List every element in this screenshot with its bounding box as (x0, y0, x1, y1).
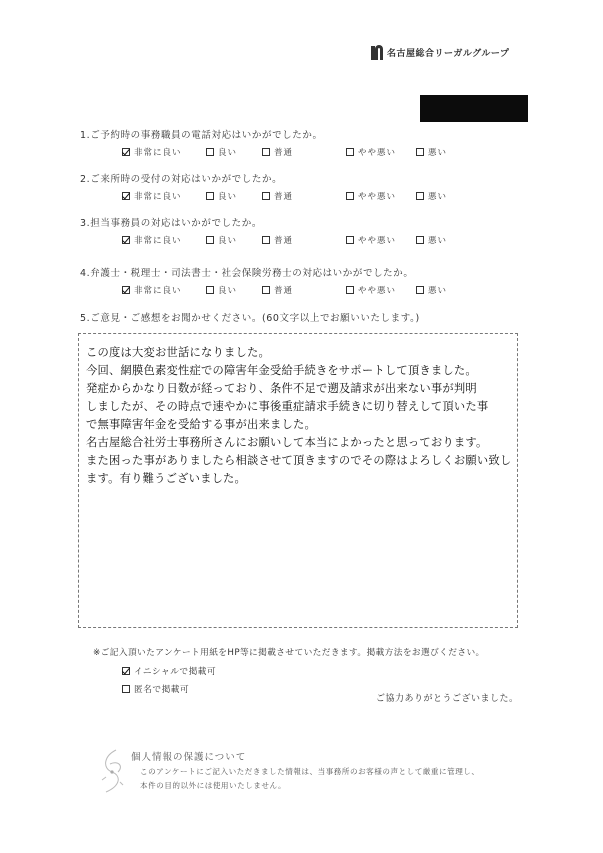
comment-line: 名古屋総合社労士事務所さんにお願いして本当によかったと思っております。 (86, 436, 488, 449)
q4-option-1-checkbox[interactable] (122, 286, 130, 294)
q2-option-1-checkbox[interactable] (122, 192, 130, 200)
q3-option-1[interactable]: 非常に良い (122, 234, 182, 246)
q3-option-2[interactable]: 良い (206, 234, 237, 246)
q1-option-3-checkbox[interactable] (262, 148, 270, 156)
q3-option-3-checkbox[interactable] (262, 236, 270, 244)
q2-option-5[interactable]: 悪い (416, 190, 447, 202)
q2-option-2[interactable]: 良い (206, 190, 237, 202)
comment-line: この度は大変お世話になりました。 (86, 346, 270, 359)
publish-initial-option[interactable]: イニシャルで掲載可 (122, 665, 216, 677)
comment-line: で無事障害年金を受給する事が出来ました。 (86, 418, 316, 431)
q4-option-3[interactable]: 普通 (262, 284, 293, 296)
comment-line: ます。有り難うございました。 (86, 472, 247, 485)
q4-option-2-checkbox[interactable] (206, 286, 214, 294)
q3-option-5[interactable]: 悪い (416, 234, 447, 246)
q4-option-5-checkbox[interactable] (416, 286, 424, 294)
ribbon-decoration-icon (96, 746, 128, 796)
redaction-block (420, 95, 528, 122)
comment-line: 今回、網膜色素変性症での障害年金受給手続きをサポートして頂きました。 (86, 364, 477, 377)
comment-line: また困った事がありましたら相談させて頂きますのでその際はよろしくお願い致し (86, 454, 512, 467)
q3-option-5-checkbox[interactable] (416, 236, 424, 244)
q1-option-5[interactable]: 悪い (416, 146, 447, 158)
q3-option-4-checkbox[interactable] (346, 236, 354, 244)
q2-option-3-checkbox[interactable] (262, 192, 270, 200)
question-4-options (122, 284, 472, 296)
q2-option-1[interactable]: 非常に良い (122, 190, 182, 202)
q1-option-2-checkbox[interactable] (206, 148, 214, 156)
q3-option-2-checkbox[interactable] (206, 236, 214, 244)
q4-option-3-checkbox[interactable] (262, 286, 270, 294)
q1-option-5-checkbox[interactable] (416, 148, 424, 156)
q4-option-4[interactable]: やや悪い (346, 284, 396, 296)
privacy-text-line-2: 本件の目的以外には使用いたしません。 (140, 781, 287, 790)
question-4-label: 4.弁護士・税理士・司法書士・社会保険労務士の対応はいかがでしたか。 (80, 268, 414, 279)
q1-option-4[interactable]: やや悪い (346, 146, 396, 158)
q1-option-1-checkbox[interactable] (122, 148, 130, 156)
q4-option-5[interactable]: 悪い (416, 284, 447, 296)
question-1-options (122, 146, 472, 158)
q4-option-2[interactable]: 良い (206, 284, 237, 296)
question-3-label: 3.担当事務員の対応はいかがでしたか。 (80, 218, 262, 229)
q1-option-2[interactable]: 良い (206, 146, 237, 158)
q3-option-3[interactable]: 普通 (262, 234, 293, 246)
thanks-text: ご協力ありがとうございました。 (376, 694, 519, 704)
q1-option-3[interactable]: 普通 (262, 146, 293, 158)
publish-anonymous-option[interactable]: 匿名で掲載可 (122, 683, 189, 695)
q4-option-1[interactable]: 非常に良い (122, 284, 182, 296)
comment-line: しましたが、その時点で速やかに事後重症請求手続きに切り替えして頂いた事 (86, 400, 489, 413)
q1-option-4-checkbox[interactable] (346, 148, 354, 156)
publish-initial-checkbox[interactable] (122, 667, 130, 675)
privacy-title: 個人情報の保護について (131, 752, 247, 763)
q1-option-1[interactable]: 非常に良い (122, 146, 182, 158)
logo-text: 名古屋総合リーガルグループ (387, 49, 510, 59)
privacy-text-line-1: このアンケートにご記入いただきました情報は、当事務所のお客様の声として厳重に管理し、 (140, 767, 480, 776)
question-2-label: 2.ご来所時の受付の対応はいかがでしたか。 (80, 174, 283, 185)
company-logo (371, 45, 509, 60)
logo-mark-icon (371, 45, 383, 60)
question-3-options (122, 234, 472, 246)
publish-anonymous-checkbox[interactable] (122, 685, 130, 693)
q3-option-1-checkbox[interactable] (122, 236, 130, 244)
publication-note: ※ご記入頂いたアンケート用紙をHP等に掲載させていただきます。掲載方法をお選びください。 (93, 648, 485, 658)
question-1-label: 1.ご予約時の事務職員の電話対応はいかがでしたか。 (80, 130, 323, 141)
q3-option-4[interactable]: やや悪い (346, 234, 396, 246)
q2-option-2-checkbox[interactable] (206, 192, 214, 200)
question-2-options (122, 190, 472, 202)
q2-option-5-checkbox[interactable] (416, 192, 424, 200)
comment-text (86, 344, 516, 488)
q2-option-4[interactable]: やや悪い (346, 190, 396, 202)
question-5-label: 5.ご意見・ご感想をお聞かせください。(60文字以上でお願いいたします。) (80, 313, 420, 324)
q2-option-4-checkbox[interactable] (346, 192, 354, 200)
q4-option-4-checkbox[interactable] (346, 286, 354, 294)
q2-option-3[interactable]: 普通 (262, 190, 293, 202)
comment-line: 発症からかなり日数が経っており、条件不足で遡及請求が出来ない事が判明 (86, 382, 477, 395)
